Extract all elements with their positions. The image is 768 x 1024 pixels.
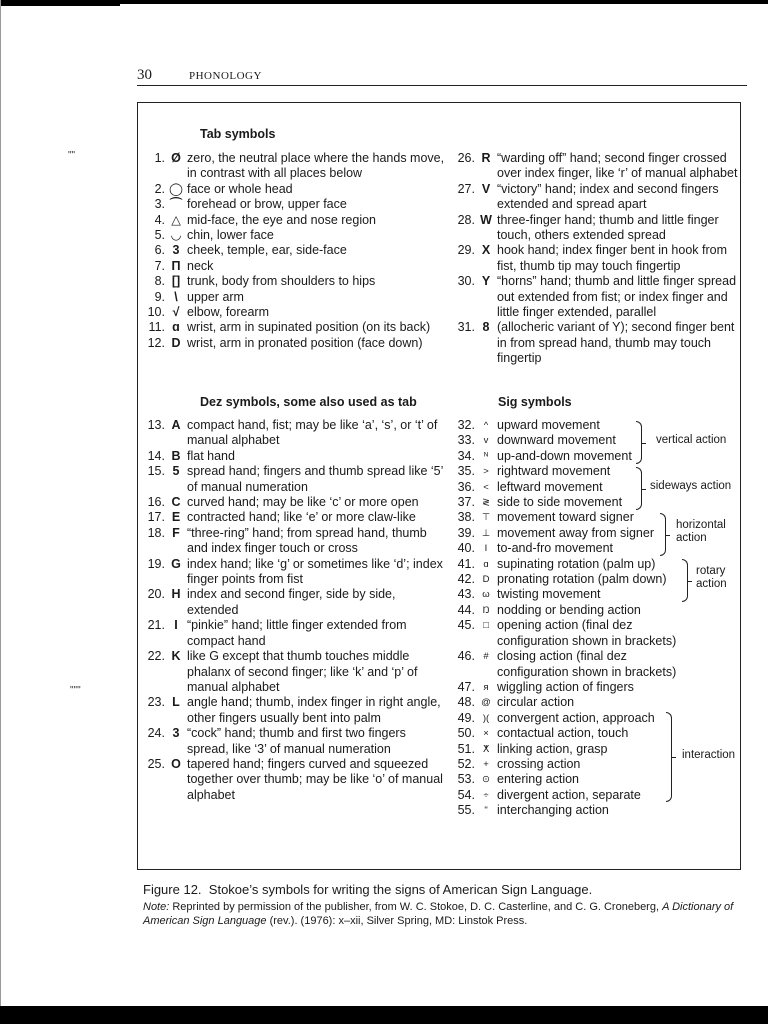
entry-symbol: ⊥ [481, 527, 491, 539]
symbol-entry [448, 213, 738, 244]
entry-description: divergent action, separate [497, 787, 641, 802]
entry-number: 36. [457, 479, 475, 494]
group-label-rotary: rotary action [696, 565, 727, 590]
entry-description: to-and-fro movement [497, 541, 614, 556]
entry-number: 19. [147, 556, 165, 571]
entry-description: index hand; like ‘g’ or sometimes like ‘d’; index finger points from fist [187, 556, 443, 587]
symbol-entry [448, 680, 678, 695]
entry-number: 18. [147, 525, 165, 540]
sig-symbol-list [448, 418, 678, 819]
entry-symbol: ᴺ [483, 450, 489, 462]
page-number: 30 [137, 67, 152, 83]
symbol-entry [138, 526, 448, 557]
entry-symbol: W [480, 212, 492, 227]
entry-number: 31. [457, 320, 475, 335]
entry-symbol: ᴙ [483, 681, 489, 693]
symbol-entry [448, 464, 678, 479]
entry-description: up-and-down movement [497, 448, 632, 463]
entry-description: wrist, arm in pronated position (face down) [187, 335, 423, 350]
entry-description: compact hand, fist; may be like ‘a’, ‘s’, or ‘t’ of manual alphabet [187, 418, 438, 448]
entry-number: 47. [457, 679, 475, 694]
figure-note [143, 900, 753, 928]
entry-symbol: ɑ [172, 320, 180, 335]
figure-box [137, 102, 741, 870]
entry-description: rightward movement [497, 464, 611, 479]
symbol-entry [138, 418, 448, 449]
symbol-entry [448, 649, 678, 680]
symbol-entry [138, 726, 448, 757]
entry-description: upper arm [187, 289, 244, 304]
scan-top-edge-stub [0, 0, 120, 6]
entry-symbol: 3 [172, 243, 180, 258]
dez-section-title: Dez symbols, some also used as tab [200, 395, 417, 409]
entry-symbol: \ [174, 289, 178, 304]
symbol-entry [138, 197, 448, 212]
entry-description: neck [187, 258, 214, 273]
entry-number: 42. [457, 572, 475, 587]
symbol-entry [448, 243, 738, 274]
symbol-entry [448, 526, 678, 541]
entry-symbol: K [171, 649, 181, 664]
entry-number: 28. [457, 212, 475, 227]
margin-mark: """ [70, 685, 81, 696]
entry-description: angle hand; thumb, index finger in right angle, other fingers usually bent into palm [187, 695, 441, 725]
entry-number: 27. [457, 181, 475, 196]
entry-description: linking action, grasp [497, 741, 608, 756]
symbol-entry [448, 572, 678, 587]
tab-section-title: Tab symbols [200, 127, 276, 141]
entry-description: curved hand; may be like ‘c’ or more open [187, 495, 419, 510]
brace-interaction [666, 712, 672, 802]
entry-symbol: @ [481, 697, 491, 709]
entry-description: “cock” hand; thumb and first two fingers spread, like ‘3’ of manual numeration [187, 726, 406, 756]
symbol-entry [138, 495, 448, 510]
symbol-entry [138, 182, 448, 197]
brace-horizontal [660, 513, 666, 556]
entry-symbol: D [171, 335, 181, 350]
entry-number: 38. [457, 510, 475, 525]
symbol-entry [138, 449, 448, 464]
entry-symbol: 5 [172, 464, 180, 479]
symbol-entry [138, 320, 448, 335]
entry-symbol: 8 [482, 320, 490, 335]
entry-number: 13. [147, 418, 165, 432]
entry-symbol: R [481, 151, 491, 165]
entry-symbol: D [482, 574, 490, 586]
entry-symbol: # [483, 651, 489, 663]
brace-sideways [636, 467, 642, 510]
symbol-entry [448, 510, 678, 525]
entry-number: 46. [457, 649, 475, 664]
symbol-entry [138, 213, 448, 228]
symbol-entry [448, 541, 678, 556]
entry-number: 8. [154, 274, 165, 289]
entry-number: 20. [147, 587, 165, 602]
entry-number: 11. [148, 320, 165, 335]
entry-number: 55. [457, 803, 475, 818]
symbol-entry [448, 418, 678, 433]
entry-description: side to side movement [497, 495, 623, 510]
entry-description: convergent action, approach [497, 710, 655, 725]
entry-number: 3. [154, 197, 165, 212]
entry-number: 2. [154, 181, 165, 196]
entry-number: 9. [154, 289, 165, 304]
entry-description: entering action [497, 772, 580, 787]
entry-number: 29. [457, 243, 475, 258]
brace-vertical [636, 421, 642, 464]
symbol-entry [448, 726, 678, 741]
sig-section-title: Sig symbols [498, 395, 572, 409]
entry-number: 24. [147, 726, 165, 741]
symbol-entry [138, 557, 448, 588]
entry-description: closing action (final dez configuration shown in brackets) [497, 649, 677, 679]
entry-number: 54. [457, 787, 475, 802]
entry-number: 4. [154, 212, 165, 227]
symbol-entry [138, 259, 448, 274]
figure-caption [143, 882, 753, 928]
entry-number: 16. [147, 495, 165, 510]
entry-number: 21. [147, 618, 165, 633]
entry-symbol: )( [482, 712, 490, 724]
entry-description: pronating rotation (palm down) [497, 572, 667, 587]
symbol-entry [138, 274, 448, 289]
symbol-entry [448, 151, 738, 182]
symbol-entry [448, 480, 678, 495]
entry-symbol: □ [483, 620, 489, 632]
entry-description: twisting movement [497, 587, 601, 602]
group-label-interaction: interaction [682, 749, 736, 761]
entry-number: 17. [147, 510, 165, 525]
entry-description: wrist, arm in supinated position (on its back) [187, 320, 431, 335]
entry-symbol: C [171, 495, 181, 510]
entry-symbol: Π [171, 258, 181, 273]
group-label-horizontal: horizontal action [676, 519, 726, 544]
entry-number: 43. [457, 587, 475, 602]
symbol-entry [448, 182, 738, 213]
entry-number: 23. [147, 695, 165, 710]
symbol-entry [448, 433, 678, 448]
entry-number: 34. [457, 448, 475, 463]
group-label-sideways: sideways action [650, 480, 732, 492]
entry-description: three-finger hand; thumb and little finger touch, others extended spread [497, 212, 719, 243]
entry-number: 22. [147, 649, 165, 664]
symbol-entry [448, 757, 678, 772]
entry-number: 1. [154, 151, 165, 165]
symbol-entry [448, 618, 678, 649]
figure-title [143, 882, 753, 897]
entry-description: interchanging action [497, 803, 609, 818]
entry-number: 40. [457, 541, 475, 556]
symbol-entry [448, 495, 678, 510]
entry-symbol: ÷ [483, 789, 489, 801]
symbol-entry [448, 772, 678, 787]
symbol-entry [138, 336, 448, 351]
entry-symbol: ^ [483, 420, 489, 431]
entry-number: 45. [457, 618, 475, 633]
note-text: Reprinted by permission of the publisher, from W. C. Stokoe, D. C. Casterline, and C. G. Croneberg, [172, 901, 660, 913]
entry-description: contracted hand; like ‘e’ or more claw-like [187, 510, 416, 525]
entry-symbol: ◡ [171, 228, 181, 243]
entry-symbol: O [171, 756, 181, 771]
entry-symbol: △ [171, 212, 181, 227]
symbol-entry [448, 274, 738, 320]
symbol-entry [138, 151, 448, 182]
tab-symbol-list [138, 151, 448, 351]
entry-description: zero, the neutral place where the hands move, in contrast with all places below [187, 151, 445, 181]
symbol-entry [448, 695, 678, 710]
symbol-entry [448, 742, 678, 757]
entry-number: 14. [147, 448, 165, 463]
entry-number: 26. [457, 151, 475, 165]
entry-symbol: Ŋ [482, 604, 490, 616]
symbol-entry [138, 228, 448, 243]
symbol-entry [448, 803, 678, 818]
symbol-entry [138, 305, 448, 320]
entry-number: 52. [457, 756, 475, 771]
entry-description: flat hand [187, 448, 235, 463]
entry-number: 10. [147, 305, 165, 320]
entry-description: circular action [497, 695, 575, 710]
entry-description: like G except that thumb touches middle phalanx of second finger; like ‘k’ and ‘p’ of manual alphabet [187, 649, 418, 694]
entry-symbol: B [171, 448, 181, 463]
entry-number: 37. [457, 495, 475, 510]
entry-description: upward movement [497, 418, 600, 432]
entry-number: 51. [457, 741, 475, 756]
symbol-entry [138, 587, 448, 618]
entry-number: 44. [457, 602, 475, 617]
entry-symbol: L [172, 695, 180, 710]
entry-number: 39. [457, 525, 475, 540]
entry-number: 7. [154, 258, 165, 273]
symbol-entry [138, 510, 448, 525]
note-label: Note: [143, 901, 170, 913]
symbol-entry [138, 464, 448, 495]
entry-number: 30. [457, 274, 475, 289]
entry-number: 33. [457, 433, 475, 448]
entry-symbol: H [171, 587, 181, 602]
dez-symbol-list-continued [448, 151, 738, 367]
entry-description: tapered hand; fingers curved and squeezed together over thumb; may be like ‘o’ of manual alphabet [187, 756, 443, 802]
entry-description: index and second finger, side by side, extended [187, 587, 396, 617]
entry-symbol: ◯ [169, 181, 183, 196]
symbol-entry [138, 649, 448, 695]
group-label-vertical: vertical action [656, 434, 727, 446]
entry-symbol: E [171, 510, 181, 525]
entry-symbol: X [481, 243, 491, 258]
entry-symbol: v [483, 435, 489, 447]
symbol-entry [448, 557, 678, 572]
entry-description: leftward movement [497, 479, 603, 494]
scan-bottom-edge [0, 1006, 768, 1024]
page-header [137, 69, 747, 86]
entry-number: 53. [457, 772, 475, 787]
entry-description: “pinkie” hand; little finger extended from compact hand [187, 618, 407, 648]
entry-symbol: V [481, 181, 491, 196]
symbol-entry [448, 711, 678, 726]
entry-symbol: I [484, 543, 488, 555]
brace-rotary [682, 559, 688, 602]
entry-description: supinating rotation (palm up) [497, 556, 656, 571]
entry-symbol: F [172, 525, 180, 540]
entry-description: cheek, temple, ear, side-face [187, 243, 347, 258]
symbol-entry [448, 603, 678, 618]
entry-number: 50. [457, 726, 475, 741]
entry-symbol: A [171, 418, 181, 432]
entry-number: 5. [154, 228, 165, 243]
entry-number: 15. [147, 464, 165, 479]
entry-symbol: > [483, 466, 489, 478]
entry-description: opening action (final dez configuration shown in brackets) [497, 618, 677, 648]
entry-description: crossing action [497, 756, 581, 771]
entry-symbol: 3 [172, 726, 180, 741]
entry-description: “warding off” hand; second finger crossed over index finger, like ‘r’ of manual alphabet [497, 151, 738, 181]
entry-description: trunk, body from shoulders to hips [187, 274, 376, 289]
entry-symbol: Ø [171, 151, 181, 165]
entry-symbol: × [483, 728, 489, 740]
entry-symbol: [] [171, 274, 181, 289]
entry-description: “three-ring” hand; from spread hand, thumb and index finger touch or cross [187, 525, 427, 556]
entry-description: (allocheric variant of Y); second finger bent in from spread hand, thumb may touch fingertip [497, 320, 735, 366]
book-title: A Dictionary of American Sign Language [143, 901, 734, 927]
entry-symbol: ⊤ [481, 512, 491, 524]
symbol-entry [138, 243, 448, 258]
dez-symbol-list [138, 418, 448, 803]
entry-description: downward movement [497, 433, 616, 448]
entry-symbol: I [174, 618, 178, 633]
entry-symbol: ⊙ [482, 774, 490, 786]
note-tail: (rev.). (1976): x–xii, Silver Spring, MD: Linstok Press. [269, 915, 528, 927]
symbol-entry [448, 449, 678, 464]
scan-left-edge [0, 0, 1, 1024]
entry-description: wiggling action of fingers [497, 679, 634, 694]
entry-symbol: ⵅ [482, 743, 490, 755]
entry-symbol: ɑ [483, 558, 489, 570]
entry-symbol: G [171, 556, 181, 571]
entry-description: face or whole head [187, 181, 293, 196]
entry-number: 25. [147, 756, 165, 771]
entry-symbol: + [483, 758, 489, 770]
symbol-entry [138, 695, 448, 726]
figure-number: Figure 12. [143, 882, 202, 897]
entry-description: spread hand; fingers and thumb spread like ‘5’ of manual numeration [187, 464, 443, 494]
entry-number: 49. [457, 710, 475, 725]
running-head: PHONOLOGY [189, 70, 262, 82]
symbol-entry [138, 290, 448, 305]
symbol-entry [138, 618, 448, 649]
entry-symbol: " [484, 805, 488, 817]
symbol-entry [448, 788, 678, 803]
entry-description: nodding or bending action [497, 602, 641, 617]
entry-description: forehead or brow, upper face [187, 197, 347, 212]
figure-title-text: Stokoe’s symbols for writing the signs of American Sign Language. [208, 882, 593, 897]
entry-number: 48. [457, 695, 475, 710]
entry-description: contactual action, touch [497, 726, 629, 741]
entry-description: hook hand; index finger bent in hook from fist, thumb tip may touch fingertip [497, 243, 728, 273]
entry-symbol: ⌒ [169, 197, 183, 212]
entry-symbol: ≷ [482, 497, 490, 509]
entry-description: movement away from signer [497, 525, 655, 540]
entry-symbol: < [483, 481, 489, 493]
margin-mark: "" [68, 150, 76, 161]
entry-description: “horns” hand; thumb and little finger spread out extended from fist; or index finger and little finger extended, parallel [497, 274, 737, 320]
entry-description: movement toward signer [497, 510, 634, 525]
entry-symbol: ω [482, 589, 490, 601]
entry-number: 32. [457, 418, 475, 432]
symbol-entry [448, 587, 678, 602]
entry-symbol: √ [172, 305, 180, 320]
entry-description: “victory” hand; index and second fingers extended and spread apart [497, 181, 719, 212]
symbol-entry [448, 320, 738, 366]
entry-description: mid-face, the eye and nose region [187, 212, 377, 227]
entry-number: 41. [457, 556, 475, 571]
entry-number: 6. [154, 243, 165, 258]
entry-description: chin, lower face [187, 228, 274, 243]
symbol-entry [138, 757, 448, 803]
entry-number: 35. [457, 464, 475, 479]
entry-description: elbow, forearm [187, 305, 269, 320]
entry-number: 12. [147, 335, 165, 350]
entry-symbol: Y [481, 274, 491, 289]
